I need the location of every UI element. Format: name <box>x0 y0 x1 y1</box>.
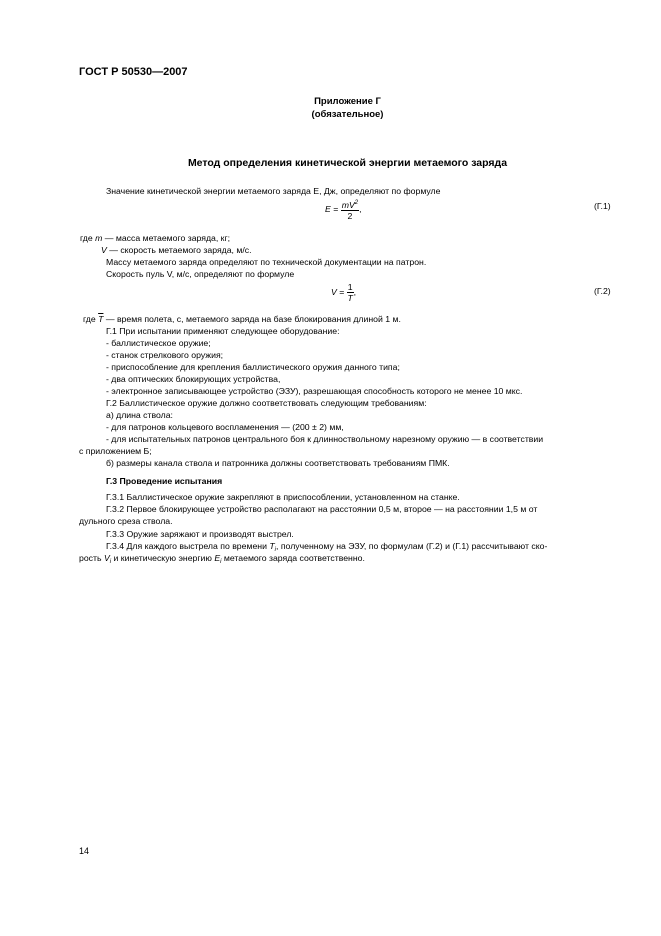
g1-item: - баллистическое оружие; <box>106 338 211 348</box>
g1-lead: Г.1 При испытании применяют следующее оборудование: <box>106 326 340 336</box>
symbol-v: V <box>101 245 107 255</box>
mass-note: Массу метаемого заряда определяют по технической документации на патрон. <box>106 257 427 267</box>
g2-a2-cont: с приложением Б; <box>79 446 152 456</box>
where-t <box>83 314 401 325</box>
where2-prefix: где <box>83 314 96 324</box>
equation-number-1: (Г.1) <box>594 201 611 211</box>
appendix-status: (обязательное) <box>311 109 384 120</box>
g2-b: б) размеры канала ствола и патронника должны соответствовать требованиям ПМК. <box>106 458 450 468</box>
subscript-i: i <box>274 547 277 553</box>
formula-energy <box>325 198 362 221</box>
symbol-m: m <box>95 233 103 243</box>
where-m <box>80 233 230 244</box>
g3-4-cont <box>79 553 365 568</box>
appendix-title: Метод определения кинетической энергии метаемого заряда <box>187 157 508 169</box>
page-number: 14 <box>79 846 90 856</box>
g2-lead: Г.2 Баллистическое оружие должно соответствовать следующим требованиям: <box>106 398 427 408</box>
g3-2: Г.3.2 Первое блокирующее устройство располагают на расстоянии 0,5 м, второе — на расстоянии 1,5 м от <box>106 504 538 514</box>
g3-4-text: Г.3.4 Для каждого выстрела по времени <box>106 541 267 551</box>
g3-4-text: и кинетическую энергию <box>113 553 212 563</box>
formula-fraction <box>341 198 362 221</box>
where-m-text: — масса метаемого заряда, кг; <box>104 233 231 243</box>
formula-exponent: 2 <box>354 200 359 206</box>
formula-equals: = <box>333 203 339 214</box>
where-prefix: где <box>80 233 93 243</box>
equation-number-2: (Г.2) <box>594 286 611 296</box>
subscript-i: i <box>220 559 222 565</box>
where-t-text: — время полета, с, метаемого заряда на базе блокирования длиной 1 м. <box>105 314 401 324</box>
g2-a: а) длина ствола: <box>106 410 173 420</box>
formula-speed <box>331 282 356 303</box>
formula-punct: , <box>359 203 362 214</box>
symbol-t-i: T <box>269 541 275 551</box>
g3-2-cont: дульного среза ствола. <box>79 516 173 526</box>
where-v <box>101 245 252 256</box>
g3-4-text: рость <box>79 553 102 563</box>
formula2-fraction <box>347 282 354 303</box>
subscript-i: i <box>109 559 112 565</box>
formula-lhs: E <box>325 203 331 214</box>
g1-item: - электронное записывающее устройство (ЭЗУ), разрешающая способность которого не менее 10 мкс. <box>106 386 523 396</box>
formula2-lhs: V <box>331 286 337 297</box>
g3-1: Г.3.1 Баллистическое оружие закрепляют в приспособлении, установленном на станке. <box>106 492 460 502</box>
formula-denominator: 2 <box>347 211 353 221</box>
g3-3: Г.3.3 Оружие заряжают и производят выстрел. <box>106 529 294 539</box>
symbol-e-i: E <box>214 553 221 563</box>
formula-numerator: mV <box>341 200 355 210</box>
g3-heading: Г.3 Проведение испытания <box>106 476 223 486</box>
g1-item: - приспособление для крепления баллистического оружия данного типа; <box>106 362 400 372</box>
formula2-numerator: 1 <box>347 282 353 292</box>
speed-intro: Скорость пуль V, м/с, определяют по формуле <box>106 269 295 279</box>
g1-item: - станок стрелкового оружия; <box>106 350 224 360</box>
document-code: ГОСТ Р 50530—2007 <box>79 66 188 78</box>
symbol-t: $\overline{T}$ <box>98 314 104 324</box>
g3-4-text: , полученному на ЭЗУ, по формулам (Г.2) и (Г.1) рассчитывают ско- <box>276 541 548 551</box>
g3-4-text: метаемого заряда соответственно. <box>223 553 365 563</box>
formula2-equals: = <box>339 286 345 297</box>
intro-paragraph: Значение кинетической энергии метаемого заряда E, Дж, определяют по формуле <box>106 186 441 196</box>
appendix-label: Приложение Г <box>314 96 381 107</box>
g1-item: - два оптических блокирующих устройства, <box>106 374 281 384</box>
g2-a2: - для испытательных патронов центрального боя к длинноствольному нарезному оружию — в соответствии <box>106 434 544 444</box>
formula2-punct: , <box>353 286 356 297</box>
g2-a1: - для патронов кольцевого воспламенения — (200 ± 2) мм, <box>106 422 344 432</box>
formula2-denominator: T <box>347 293 353 303</box>
symbol-v-i: V <box>103 553 110 563</box>
where-v-text: — скорость метаемого заряда, м/с. <box>109 245 252 255</box>
